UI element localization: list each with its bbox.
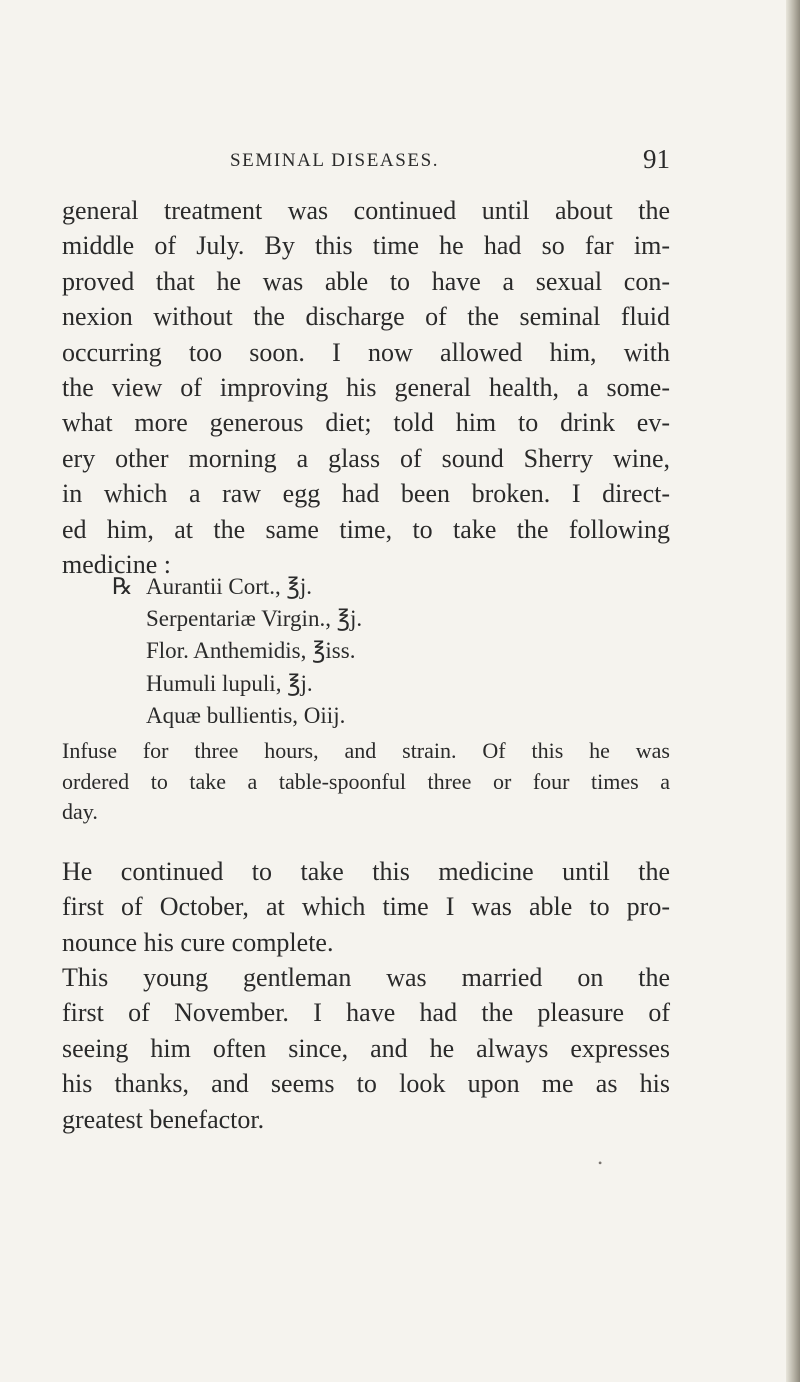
paragraph-4 — [62, 960, 670, 1137]
running-head: SEMINAL DISEASES. — [230, 150, 440, 171]
text-line: This young gentleman was married on the — [62, 963, 670, 992]
text-line: seeing him often since, and he always expresses — [62, 1033, 670, 1063]
text-line: what more generous diet; told him to drink ev- — [62, 408, 670, 438]
recipe-symbol: ℞ — [112, 574, 133, 599]
text-line: ed him, at the same time, to take the following — [62, 514, 670, 544]
prescription-item: Flor. Anthemidis, ℥iss. — [146, 638, 356, 664]
text-line: He continued to take this medicine until the — [62, 857, 670, 886]
paragraph-2 — [62, 736, 670, 828]
text-line: occurring too soon. I now allowed him, with — [62, 337, 670, 367]
prescription-item — [112, 571, 546, 603]
text-line: ordered to take a table-spoonful three or four times a — [62, 768, 670, 794]
text-line: first of November. I have had the pleasure of — [62, 998, 670, 1028]
prescription-item-text: Aurantii Cort., ℥j. — [146, 574, 312, 599]
page-number: 91 — [643, 144, 670, 174]
page-edge-shadow — [786, 0, 800, 1382]
text-line: ery other morning a glass of sound Sherry wine, — [62, 443, 670, 473]
prescription-item: Aquæ bullientis, Oiij. — [146, 702, 346, 728]
text-line: proved that he was able to have a sexual con- — [62, 266, 670, 296]
prescription-item: Humuli lupuli, ℥j. — [146, 670, 313, 696]
text-line: in which a raw egg had been broken. I direct- — [62, 479, 670, 509]
text-line: day. — [62, 799, 98, 824]
text-line: his thanks, and seems to look upon me as his — [62, 1069, 670, 1099]
text-line: nounce his cure complete. — [62, 927, 334, 957]
text-line: first of October, at which time I was able to pro- — [62, 892, 670, 922]
text-line: greatest benefactor. — [62, 1104, 265, 1134]
ink-speck: • — [598, 1156, 603, 1170]
paragraph-1 — [62, 193, 670, 582]
page-header — [230, 144, 670, 184]
text-line: general treatment was continued until about the — [62, 196, 670, 225]
text-line: middle of July. By this time he had so far im- — [62, 231, 670, 261]
paragraph-3 — [62, 854, 670, 960]
text-line: medicine : — [62, 550, 172, 580]
prescription — [112, 571, 546, 732]
text-line: nexion without the discharge of the seminal fluid — [62, 302, 670, 332]
text-line: the view of improving his general health, a some- — [62, 373, 670, 403]
prescription-item: Serpentariæ Virgin., ℥j. — [146, 606, 363, 632]
text-line: Infuse for three hours, and strain. Of this he was — [62, 738, 670, 763]
